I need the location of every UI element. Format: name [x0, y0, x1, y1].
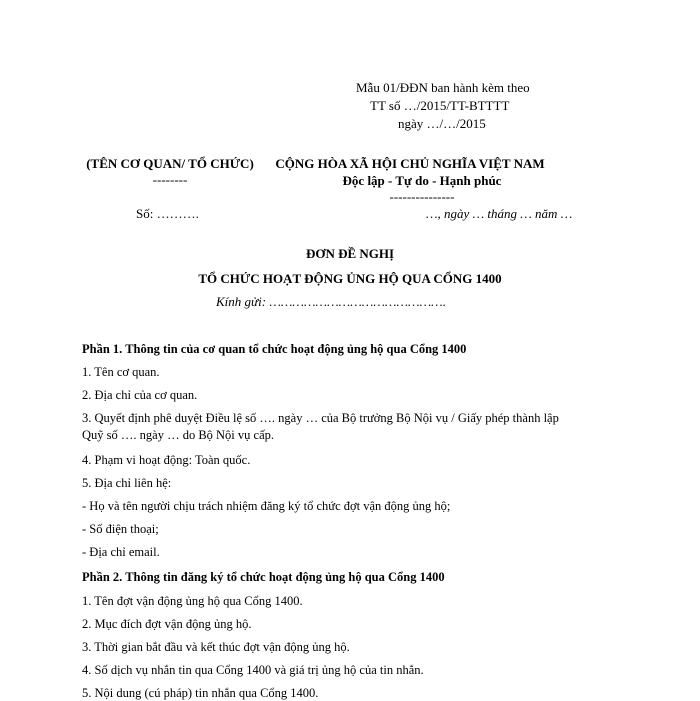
part2-item: 5. Nội dung (cú pháp) tin nhắn qua Cổng 1400.: [82, 686, 319, 700]
part2-item: 4. Số dịch vụ nhắn tin qua Cổng 1400 và giá trị ủng hộ của tin nhắn.: [82, 663, 424, 677]
part2-item: 1. Tên đợt vận động ủng hộ qua Cổng 1400.: [82, 594, 303, 608]
part1-item: 4. Phạm vi hoạt động: Toàn quốc.: [82, 453, 251, 467]
part2-item: 2. Mục đích đợt vận động ủng hộ.: [82, 617, 252, 631]
part1-item: - Địa chỉ email.: [82, 545, 160, 559]
part1-item: 5. Địa chỉ liên hệ:: [82, 476, 172, 490]
form-note-line-3: ngày …/…/2015: [398, 116, 486, 131]
part1-item: 1. Tên cơ quan.: [82, 365, 160, 379]
document-subtitle: TỔ CHỨC HOẠT ĐỘNG ỦNG HỘ QUA CỔNG 1400: [198, 271, 502, 286]
part2-heading: Phần 2. Thông tin đăng ký tổ chức hoạt động ủng hộ qua Cổng 1400: [82, 570, 445, 584]
organization-name: (TÊN CƠ QUAN/ TỔ CHỨC): [86, 156, 254, 171]
document-number: Số: ……….: [136, 206, 199, 221]
part1-item: 3. Quyết định phê duyệt Điều lệ số …. ngày … của Bộ trưởng Bộ Nội vụ / Giấy phép thành lập: [82, 411, 559, 425]
part1-heading: Phần 1. Thông tin của cơ quan tổ chức hoạt động ủng hộ qua Cổng 1400: [82, 342, 467, 356]
part1-item: - Số điện thoại;: [82, 522, 159, 536]
part2-item: 3. Thời gian bắt đầu và kết thúc đợt vận động ủng hộ.: [82, 640, 350, 654]
national-motto: Độc lập - Tự do - Hạnh phúc: [342, 173, 502, 188]
organization-rule: --------: [152, 172, 188, 187]
document-title: ĐƠN ĐỀ NGHỊ: [305, 246, 395, 261]
country-name: CỘNG HÒA XÃ HỘI CHỦ NGHĨA VIỆT NAM: [275, 156, 545, 171]
part1-item: 2. Địa chỉ của cơ quan.: [82, 388, 198, 402]
part1-item: - Họ và tên người chịu trách nhiệm đăng ký tổ chức đợt vận động ủng hộ;: [82, 499, 451, 513]
part1-item: Quỹ số …. ngày … do Bộ Nội vụ cấp.: [82, 428, 274, 442]
form-note-line-2: TT số …/2015/TT-BTTTT: [370, 98, 510, 113]
recipient-line: Kính gửi: ……………………………………….: [216, 294, 446, 309]
form-note-line-1: Mẫu 01/ĐĐN ban hành kèm theo: [356, 80, 530, 95]
date-line: …, ngày … tháng … năm …: [426, 206, 573, 221]
motto-rule: ---------------: [389, 189, 455, 204]
